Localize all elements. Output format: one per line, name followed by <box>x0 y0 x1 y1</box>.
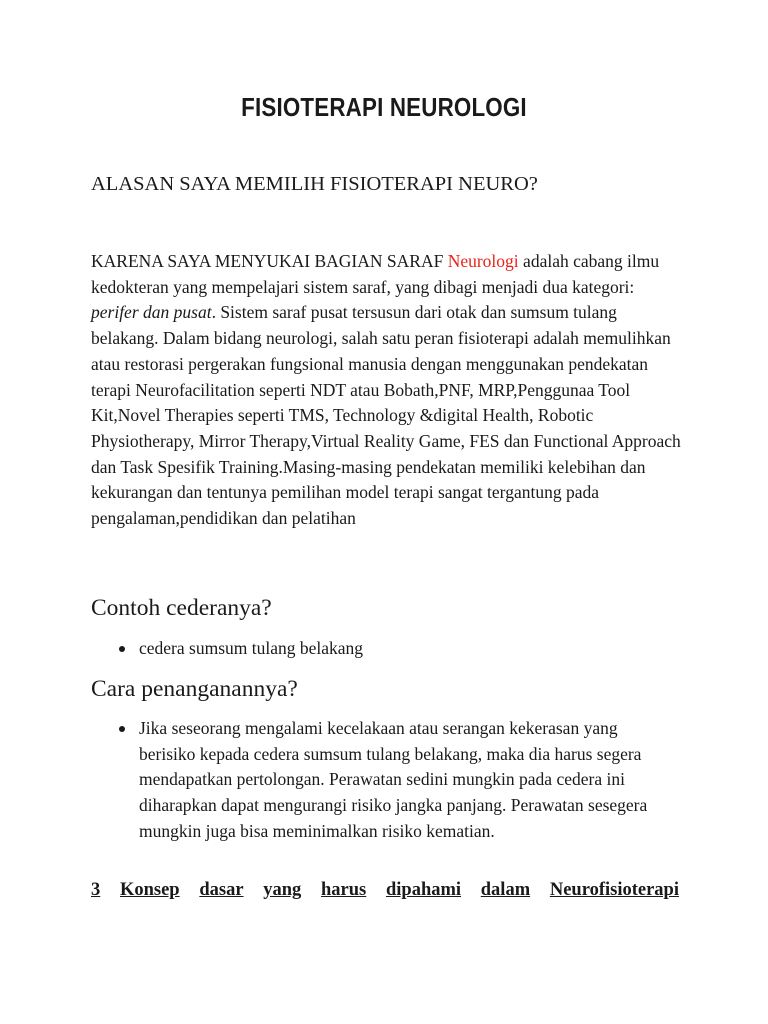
list-item-text: cedera sumsum tulang belakang <box>139 638 364 658</box>
handling-list <box>91 716 666 845</box>
paragraph-italic-text: perifer dan pusat <box>91 302 212 323</box>
list-item <box>91 636 651 662</box>
concept-word: 3 <box>91 880 101 900</box>
concept-word: Neurofisioterapi <box>549 880 679 900</box>
intro-paragraph <box>91 249 681 532</box>
document-title: FISIOTERAPI NEUROLOGI <box>241 92 527 122</box>
section-heading-handling: Cara penanganannya? <box>91 676 298 702</box>
concept-word: dasar <box>199 880 244 900</box>
concept-word: dipahami <box>385 880 462 900</box>
section-heading-injury-example: Contoh cederanya? <box>91 595 272 621</box>
question-heading: ALASAN SAYA MEMILIH FISIOTERAPI NEURO? <box>91 173 538 195</box>
neurologi-red-word: Neurologi <box>447 251 519 271</box>
bullet-dot-icon <box>119 646 125 652</box>
concept-heading <box>91 880 679 901</box>
injury-example-list <box>91 636 651 662</box>
concept-word: harus <box>321 880 367 900</box>
concept-word: dalam <box>480 880 531 900</box>
paragraph-text-3: . Sistem saraf pusat tersusun dari otak dan sumsum tulang belakang. Dalam bidang neurologi, salah satu peran fisioterapi adalah memulihkan atau restorasi pergerakan fungsional manusia dengan menggunakan pendekatan terapi Neurofacilitation seperti NDT atau Bobath,PNF, MRP,Penggunaa Tool Kit,Novel Therapies seperti TMS, Technology &digital Health, Robotic Physiotherapy, Mirror Therapy,Virtual Reality Game, FES dan Functional Approach dan Task Spesifik Training.Masing-masing pendekatan memiliki kelebihan dan kekurangan dan tentunya pemilihan model terapi sangat tergantung pada pengalaman,pendidikan dan pelatihan <box>91 302 681 529</box>
concept-word: Konsep <box>119 880 180 900</box>
paragraph-text-2: adalah cabang ilmu kedokteran yang mempelajari sistem saraf, yang dibagi menjadi dua kategori: <box>91 251 660 297</box>
concept-word: yang <box>263 880 302 900</box>
paragraph-text-1: KARENA SAYA MENYUKAI BAGIAN SARAF <box>91 251 448 271</box>
bullet-dot-icon <box>119 726 125 732</box>
list-item <box>91 716 666 845</box>
list-item-text: Jika seseorang mengalami kecelakaan atau serangan kekerasan yang berisiko kepada cedera sumsum tulang belakang, maka dia harus segera mendapatkan pertolongan. Perawatan sedini mungkin pada cedera ini diharapkan dapat mengurangi risiko jangka panjang. Perawatan sesegera mungkin juga bisa meminimalkan risiko kematian. <box>139 718 648 841</box>
